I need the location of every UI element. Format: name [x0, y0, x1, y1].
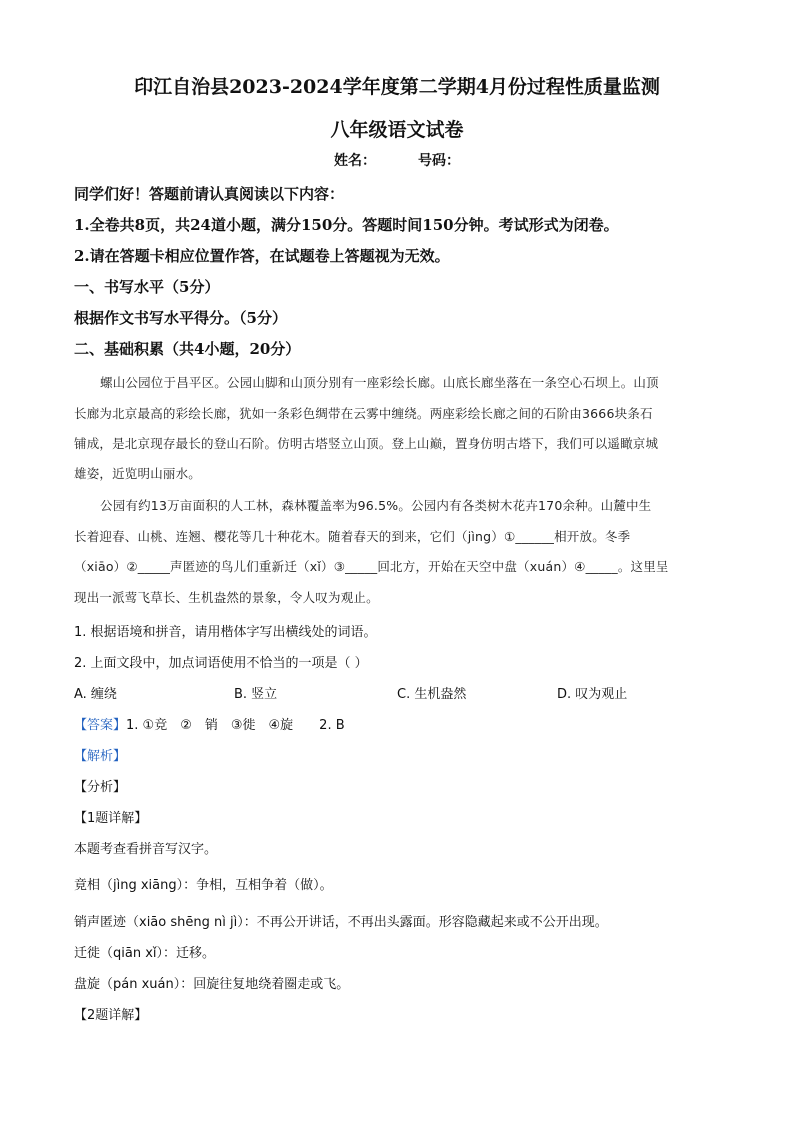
- option-a: A. 缠绕: [74, 687, 117, 702]
- number-label: 号码：: [418, 153, 460, 169]
- answer-label: 【答案】: [74, 718, 127, 733]
- option-b: B. 竖立: [234, 687, 278, 702]
- passage-line: 长着迎春、山桃、连翘、樱花等几十种花木。随着春天的到来，它们（jìng）①______相开放。冬季: [74, 529, 631, 544]
- passage-line: 螺山公园位于昌平区。公园山脚和山顶分别有一座彩绘长廊。山底长廊坐落在一条空心石坝上。山顶: [100, 375, 659, 390]
- page-title: 印江自治县2023-2024学年度第二学期4月份过程性质量监测: [134, 76, 660, 98]
- passage-line: （xiāo）②_____声匿迹的鸟儿们重新迁（xǐ）③_____回北方，开始在天空中盘（xuán）④_____。这里呈: [74, 559, 669, 574]
- passage-line: 公园有约13万亩面积的人工林，森林覆盖率为96.5%。公园内有各类树木花卉170余种。山麓中生: [100, 498, 652, 513]
- explanation-word-3: 迁徙（qiān xǐ）：迁移。: [74, 946, 216, 961]
- option-c: C. 生机盎然: [397, 687, 467, 702]
- section2-heading: 二、基础积累（共4小题，20分）: [74, 340, 301, 358]
- name-number-row: [0, 150, 794, 170]
- answer-text: 1. ①竞 ② 销 ③徙 ④旋 2. B: [126, 718, 345, 733]
- explanation-word-1: 竟相（jìng xiāng）：争相，互相争着（做）。: [74, 878, 333, 893]
- option-d: D. 叹为观止: [557, 687, 628, 702]
- section1-text: 根据作文书写水平得分。（5分）: [74, 309, 287, 327]
- section1-heading: 一、书写水平（5分）: [74, 278, 220, 296]
- passage-line: 铺成，是北京现存最长的登山石阶。仿明古塔竖立山顶。登上山巅，置身仿明古塔下，我们可以遥瞰京城: [74, 436, 659, 451]
- instructions-item-1: 1.全卷共8页，共24道小题，满分150分。答题时间150分钟。考试形式为闭卷。: [74, 216, 619, 234]
- question-1: 1. 根据语境和拼音，请用楷体字写出横线处的词语。: [74, 625, 377, 640]
- page-subtitle: 八年级语文试卷: [330, 119, 464, 141]
- answer-row: [74, 714, 345, 733]
- instructions-item-2: 2.请在答题卡相应位置作答，在试题卷上答题视为无效。: [74, 247, 450, 265]
- passage-line: 雄姿，近览明山丽水。: [74, 466, 202, 481]
- question-2: 2. 上面文段中，加点词语使用不恰当的一项是（ ）: [74, 656, 368, 671]
- explanation-q2-heading: 【2题详解】: [74, 1008, 148, 1023]
- explanation-word-4: 盘旋（pán xuán）：回旋往复地绕着圈走或飞。: [74, 977, 350, 992]
- analysis-label: 【解析】: [74, 749, 127, 764]
- explanation-word-2: 销声匿迹（xiāo shēng nì jì）：不再公开讲话，不再出头露面。形容隐藏起来或不公开出现。: [74, 915, 608, 930]
- explanation-q1-heading: 【1题详解】: [74, 811, 148, 826]
- instructions-greeting: 同学们好！答题前请认真阅读以下内容：: [74, 185, 345, 203]
- passage-line: 长廊为北京最高的彩绘长廊，犹如一条彩色绸带在云雾中缠绕。两座彩绘长廊之间的石阶由3666块条石: [74, 406, 653, 421]
- name-label: 姓名：: [334, 153, 376, 169]
- explanation-analysis: 【分析】: [74, 780, 127, 795]
- explanation-intro: 本题考查看拼音写汉字。: [74, 842, 218, 857]
- passage-line: 现出一派莺飞草长、生机盎然的景象，令人叹为观止。: [74, 590, 379, 605]
